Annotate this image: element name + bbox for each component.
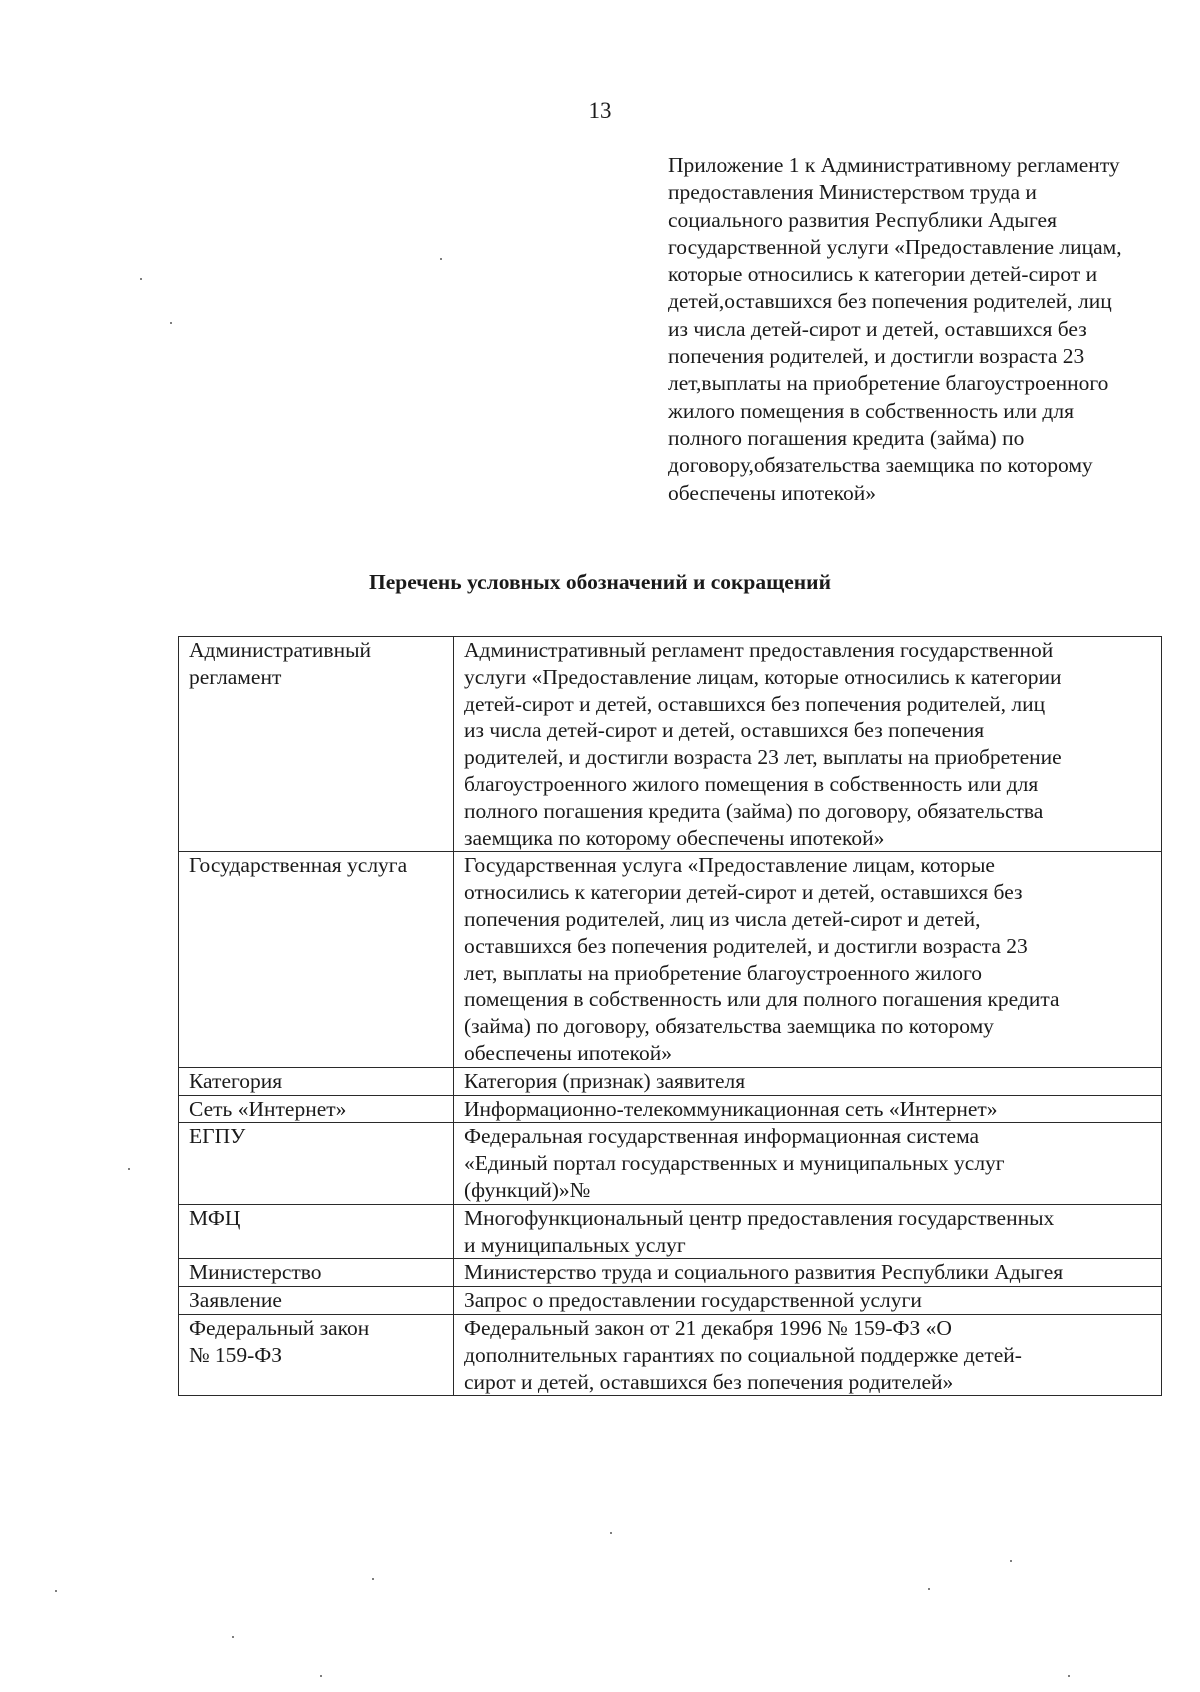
scan-speck xyxy=(440,258,442,260)
term-text: Министерство xyxy=(189,1260,322,1285)
term-text: Категория xyxy=(189,1068,283,1093)
term-cell xyxy=(179,1095,454,1123)
table-row xyxy=(179,1287,1162,1315)
definition-text: Административный регламент предоставления государственной услуги «Предоставление лицам, которые относились к категории детей-сирот и детей, оставшихся без попечения родителей, лиц из числа детей-сирот и детей, оставшихся без попечения родителей, и достигли возраста 23 лет, выплаты на приобретение благоустроенного жилого помещения в собственность или для полного погашения кредита (займа) по договору, обязательства заемщика по которому обеспечены ипотекой» xyxy=(464,638,1062,850)
definition-text: Федеральная государственная информационная система «Единый портал государственных и муниципальных услуг (функций)»№ xyxy=(464,1124,1005,1202)
scan-speck xyxy=(170,322,172,324)
scan-speck xyxy=(1068,1675,1070,1677)
table-row xyxy=(179,1204,1162,1259)
term-text: Заявление xyxy=(189,1288,282,1313)
term-text: Федеральный закон № 159-ФЗ xyxy=(189,1315,370,1367)
term-cell xyxy=(179,852,454,1067)
term-cell xyxy=(179,1314,454,1395)
document-heading: Перечень условных обозначений и сокращений xyxy=(369,570,831,594)
definition-cell xyxy=(454,1095,1162,1123)
definition-text: Информационно-телекоммуникационная сеть «Интернет» xyxy=(464,1096,998,1121)
scan-speck xyxy=(140,278,142,280)
table-row xyxy=(179,1314,1162,1395)
term-cell xyxy=(179,1287,454,1315)
abbreviations-table xyxy=(178,636,1162,1396)
definition-text: Категория (признак) заявителя xyxy=(464,1068,746,1093)
definition-text: Многофункциональный центр предоставления государственных и муниципальных услуг xyxy=(464,1205,1055,1257)
definition-cell xyxy=(454,1067,1162,1095)
term-cell xyxy=(179,1067,454,1095)
table-row xyxy=(179,852,1162,1067)
term-text: Государственная услуга xyxy=(189,853,408,878)
term-text: Сеть «Интернет» xyxy=(189,1096,347,1121)
table-row xyxy=(179,1123,1162,1204)
definition-cell xyxy=(454,1259,1162,1287)
term-cell xyxy=(179,1123,454,1204)
appendix-note: Приложение 1 к Административному регламенту предоставления Министерством труда и социального развития Республики Адыгея государственной услуги «Предоставление лицам, которые относились к категории детей-сирот и детей,оставшихся без попечения родителей, лиц из числа детей-сирот и детей, оставшихся без попечения родителей, и достигли возраста 23 лет,выплаты на приобретение благоустроенного жилого помещения в собственность или для полного погашения кредита (займа) по договору,обязательства заемщика по которому обеспечены ипотекой» xyxy=(668,153,1122,505)
table-row xyxy=(179,1067,1162,1095)
table-row xyxy=(179,1259,1162,1287)
scan-speck xyxy=(372,1578,374,1580)
scan-speck xyxy=(1010,1560,1012,1562)
scan-speck xyxy=(610,1532,612,1534)
page-number: 13 xyxy=(588,98,612,123)
definition-cell xyxy=(454,1123,1162,1204)
scan-speck xyxy=(55,1590,57,1592)
term-text: Административный регламент xyxy=(189,638,372,689)
definition-cell xyxy=(454,637,1162,852)
definition-text: Министерство труда и социального развития Республики Адыгея xyxy=(464,1260,1064,1285)
term-text: ЕГПУ xyxy=(189,1124,246,1149)
definition-text: Федеральный закон от 21 декабря 1996 № 159-ФЗ «О дополнительных гарантиях по социальной поддержке детей- сирот и детей, оставшихся без попечения родителей» xyxy=(464,1315,1022,1394)
definition-text: Государственная услуга «Предоставление лицам, которые относились к категории детей-сирот и детей, оставшихся без попечения родителей, лиц из числа детей-сирот и детей, оставшихся без попечения родителей, и достигли возраста 23 лет, выплаты на приобретение благоустроенного жилого помещения в собственность или для полного погашения кредита (займа) по договору, обязательства заемщика по которому обеспечены ипотекой» xyxy=(464,853,1060,1065)
scan-speck xyxy=(128,1168,130,1170)
scan-speck xyxy=(928,1588,930,1590)
scan-speck xyxy=(232,1636,234,1638)
table-row xyxy=(179,1095,1162,1123)
term-cell xyxy=(179,637,454,852)
table-row xyxy=(179,637,1162,852)
scan-speck xyxy=(320,1675,322,1677)
term-cell xyxy=(179,1259,454,1287)
definition-text: Запрос о предоставлении государственной услуги xyxy=(464,1288,922,1313)
definition-cell xyxy=(454,1314,1162,1395)
definition-cell xyxy=(454,852,1162,1067)
term-cell xyxy=(179,1204,454,1259)
definition-cell xyxy=(454,1204,1162,1259)
term-text: МФЦ xyxy=(189,1205,241,1230)
definition-cell xyxy=(454,1287,1162,1315)
